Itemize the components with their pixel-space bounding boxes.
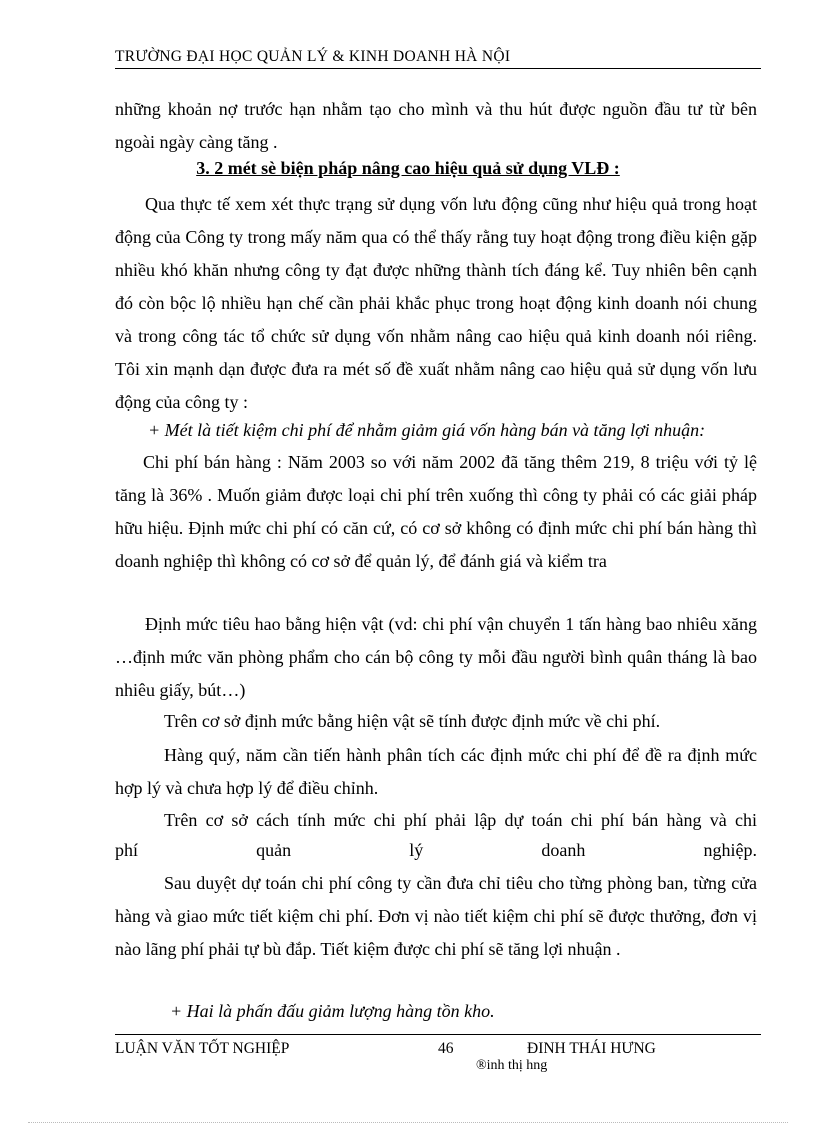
page-header-title: TRƯỜNG ĐẠI HỌC QUẢN LÝ & KINH DOANH HÀ NỘI — [115, 48, 511, 65]
footer-left-text: LUẬN VĂN TỐT NGHIỆP — [115, 1040, 290, 1057]
paragraph-continuation-line2: ngoài ngày càng tăng . — [115, 132, 278, 152]
paragraph-estimate-line2: phí quản lý doanh nghiệp. — [115, 840, 757, 860]
footer-sub-text: ®inh thị hng — [476, 1058, 548, 1073]
paragraph-sales-cost: Chi phí bán hàng : Năm 2003 so với năm 2002 đã tăng thêm 219, 8 triệu với tỷ lệ tăng là 36% . Muốn giảm được loại chi phí trên xuống thì công ty phải có các giải pháp hữu hiệu. Định mức chi phí có căn cứ, có cơ sở không có định mức chi phí bán hàng thì doanh nghiệp thì không có cơ sở để quản lý, để đánh giá và kiểm tra — [115, 452, 757, 571]
list-item-two: + Hai là phấn đấu giảm lượng hàng tồn kho. — [170, 1001, 495, 1021]
list-item-one: + Mét là tiết kiệm chi phí để nhằm giảm giá vốn hàng bán và tăng lợi nhuận: — [148, 420, 706, 440]
footer-rule — [115, 1034, 761, 1035]
paragraph-intro: Qua thực tế xem xét thực trạng sử dụng vốn lưu động cũng như hiệu quả trong hoạt động của Công ty trong mấy năm qua có thể thấy rằng tuy hoạt động trong điều kiện gặp nhiều khó khăn nhưng công ty đạt được những thành tích đáng kể. Tuy nhiên bên cạnh đó còn bộc lộ nhiều hạn chế cần phải khắc phục trong hoạt động kinh doanh nói chung và trong công tác tổ chức sử dụng vốn nhằm nâng cao hiệu quả kinh doanh nói riêng. Tôi xin mạnh dạn được đưa ra mét số đề xuất nhằm nâng cao hiệu quả sử dụng vốn lưu động của công ty : — [115, 194, 757, 412]
page-number: 46 — [438, 1040, 454, 1057]
paragraph-continuation-line1: những khoản nợ trước hạn nhằm tạo cho mình và thu hút được nguồn đầu tư từ bên — [115, 99, 757, 119]
paragraph-budget: Sau duyệt dự toán chi phí công ty cần đưa chỉ tiêu cho từng phòng ban, từng cửa hàng và giao mức tiết kiệm chi phí. Đơn vị nào tiết kiệm chi phí sẽ được thưởng, đơn vị nào lãng phí phải tự bù đắp. Tiết kiệm được chi phí sẽ tăng lợi nhuận . — [115, 873, 757, 959]
paragraph-quarterly: Hàng quý, năm cần tiến hành phân tích các định mức chi phí để đề ra định mức hợp lý và chưa hợp lý để điều chỉnh. — [115, 745, 757, 798]
paragraph-norms: Định mức tiêu hao bằng hiện vật (vd: chi phí vận chuyển 1 tấn hàng bao nhiêu xăng …định mức văn phòng phẩm cho cán bộ công ty mỗi đầu người bình quân tháng là bao nhiêu giấy, bút…) — [115, 614, 757, 700]
section-heading: 3. 2 mét sè biện pháp nâng cao hiệu quả sử dụng VLĐ : — [196, 158, 620, 178]
paragraph-estimate-line1: Trên cơ sở cách tính mức chi phí phải lập dự toán chi phí bán hàng và chi — [164, 810, 757, 830]
header-rule — [115, 68, 761, 69]
footer-author: ĐINH THÁI HƯNG — [527, 1040, 656, 1057]
paragraph-basis: Trên cơ sở định mức bằng hiện vật sẽ tính được định mức về chi phí. — [164, 711, 661, 731]
